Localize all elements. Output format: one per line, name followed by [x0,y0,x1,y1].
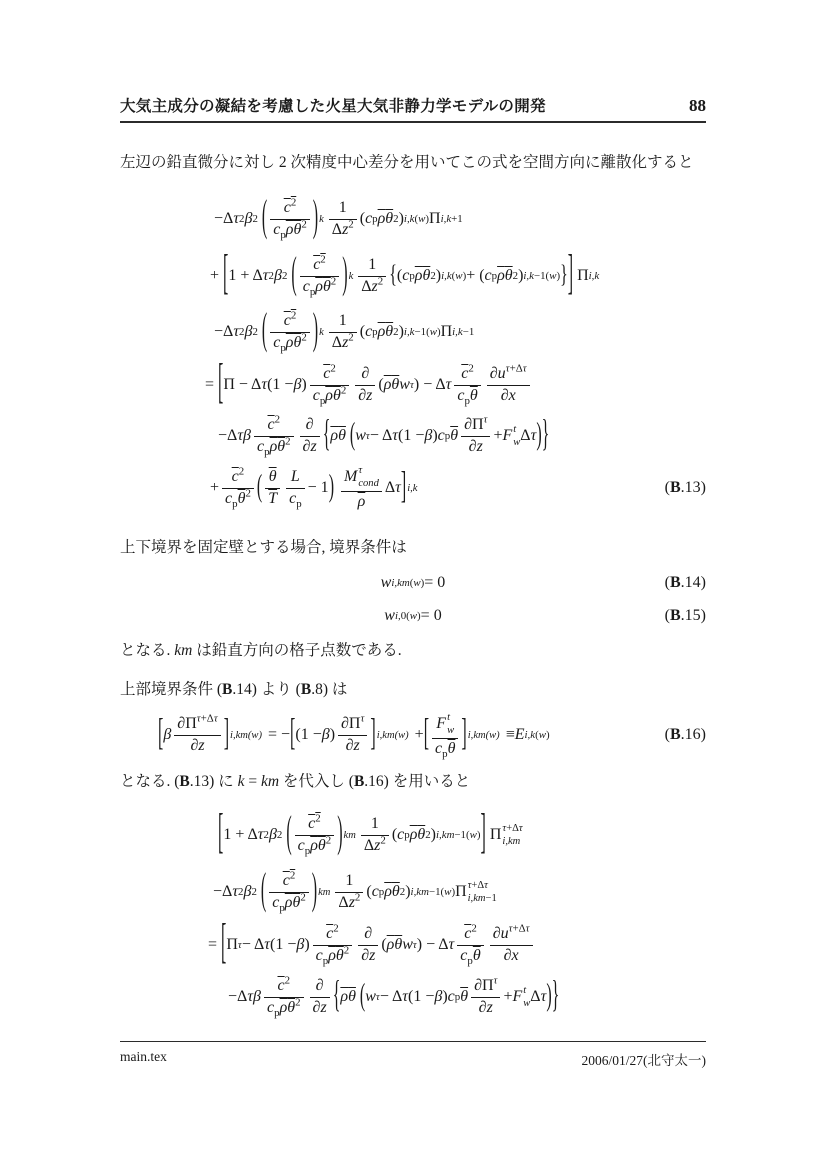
page-header [120,94,706,123]
equation-line [120,248,706,304]
paragraph-1: 左辺の鉛直微分に対し 2 次精度中心差分を用いてこの式を空間方向に離散化すると [120,154,694,171]
equation-content: −Δ τ 2 β 2 ( $\frac{c^2}{c_p\overline{\rho}\overline{\theta}^2}$ ) k $\frac{1}{\Delta z^2}$ ( c p $\overline{\rho}$ $\overline{\theta}$ 2 ) i,k(w) Π i,k+1 [214,194,463,241]
equation-line [120,190,706,248]
equation-line [120,917,706,970]
footer-date-author: 2006/01/27(北守太一) [581,1053,706,1068]
equation-label-b16: (B.16) [664,726,706,743]
paragraph-5: となる. (B.13) に k = km を代入し (B.16) を用いると [120,773,471,790]
equation-b13-km [120,806,706,1024]
equation-label-b15: (B.15) [664,607,706,624]
equation-content: = [ Π τ − Δ τ (1 − β ) $\frac{\overline{c}^2}{c_p\overline{\rho}\overline{\theta}^2}$ $\frac{\partial}{\partial z}$ ( $\overline{\rho}$ $\overline{\theta}$ w τ ) − Δ τ $\frac{\overline{c}^2}{c_p\overline{\theta}}$ $\frac{\partial u^{\tau+\Delta\tau}}{\partial x}$ [208,925,536,966]
equation-line [120,601,706,631]
equation-line [120,357,706,410]
equation-content: = [ Π − Δ τ (1 − β ) $\frac{\overline{c}^2}{c_p\overline{\rho}\overline{\theta}^2}$ $\frac{\partial}{\partial z}$ ( $\overline{\rho}$ $\overline{\theta}$ w τ ) − Δ τ $\frac{\overline{c}^2}{c_p\overline{\theta}}$ $\frac{\partial u^{\tau+\Delta\tau}}{\partial x}$ [205,365,533,406]
equation-content: −Δ τβ $\frac{\overline{c}^2}{c_p\overline{\rho}\overline{\theta}^2}$ $\frac{\partial}{\partial z}$ { $\overline{\rho}$ $\overline{\theta}$ ( w τ − Δ τ (1 − β ) c p $\overline{\theta}$ $\frac{\partial\Pi^\tau}{\partial z}$ + F t w Δ τ ) } [228,974,560,1019]
paragraph-2: 上下境界を固定壁とする場合, 境界条件は [120,539,407,556]
equation-content: + $\frac{\overline{c}^2}{c_p\overline{\theta}^2}$ ( $\frac{\overline{\theta}}{T}$ $\frac{L}{c_p}$ − 1 ) M τ cond ρ Δ τ ] i,k [210,464,418,511]
equation-content: w i,km(w) = 0 [380,574,446,591]
equation-b13 [120,190,706,514]
equation-b14-b15 [120,568,706,631]
equation-content: −Δ τβ $\frac{\overline{c}^2}{c_p\overline{\rho}\overline{\theta}^2}$ $\frac{\partial}{\partial z}$ { $\overline{\rho}$ $\overline{\theta}$ ( w τ − Δ τ (1 − β ) c p $\overline{\theta}$ $\frac{\partial\Pi^\tau}{\partial z}$ + F t w Δ τ ) } [218,413,550,458]
header-title: 大気主成分の凝結を考慮した火星大気非静力学モデルの開発 [120,98,546,115]
page-number: 88 [689,96,706,115]
equation-label-b13: (B.13) [664,479,706,496]
paragraph-4: 上部境界条件 (B.14) より (B.8) は [120,681,348,698]
equation-line [120,864,706,920]
equation-content: −Δ τ 2 β 2 ( $\frac{c^2}{c_p\overline{\rho}\overline{\theta}^2}$ ) k $\frac{1}{\Delta z^2}$ ( c p $\overline{\rho}$ $\overline{\theta}$ 2 ) i,k−1(w) Π i,k−1 [214,307,475,354]
equation-content: w i,0(w) = 0 [384,607,442,624]
equation-line [120,706,706,764]
equation-content: + [ 1 + Δ τ 2 β 2 ( $\frac{c^2}{c_p\overline{\rho}\overline{\theta}^2}$ ) k $\frac{1}{\Delta z^2}$ { ( c p $\overline{\rho}$ $\overline{\theta}$ 2 ) i,k(w) + ( c p $\overline{\rho}$ $\overline{\theta}$ 2 ) i,k−1(w) } ] Π i,k [210,248,600,301]
equation-line [120,304,706,360]
equation-line [120,462,706,514]
footer-filename: main.tex [120,1049,167,1064]
equation-line [120,806,706,864]
equation-line [120,410,706,462]
equation-content: [ β $\frac{\partial\Pi^{\tau+\Delta\tau}}{\partial z}$ ] i,km(w) = − [ (1 − β ) $\frac{\partial\Pi^\tau}{\partial z}$ ] i,km(w) + [ F t w $c_p\overline{\theta}$ ] i,km(w) ≡ E i,k(w) [158,711,550,761]
page-footer [120,1041,706,1069]
paragraph-3: となる. km は鉛直方向の格子点数である. [120,642,402,659]
equation-label-b14: (B.14) [664,574,706,591]
equation-content: [ 1 + Δ τ 2 β 2 ( $\frac{c^2}{c_p\overline{\rho}\overline{\theta}^2}$ ) km $\frac{1}{\Delta z^2}$ ( c p $\overline{\rho}$ $\overline{\theta}$ 2 ) i,km−1(w) ] Π τ+Δτ i,km [218,807,523,860]
equation-line [120,568,706,598]
equation-b16 [120,706,706,764]
equation-content: −Δ τ 2 β 2 ( $\frac{c^2}{c_p\overline{\rho}\overline{\theta}^2}$ ) km $\frac{1}{\Delta z^2}$ ( c p $\overline{\rho}$ $\overline{\theta}$ 2 ) i,km−1(w) Π τ+Δτ i,km−1 [213,867,497,914]
equation-line [120,970,706,1024]
